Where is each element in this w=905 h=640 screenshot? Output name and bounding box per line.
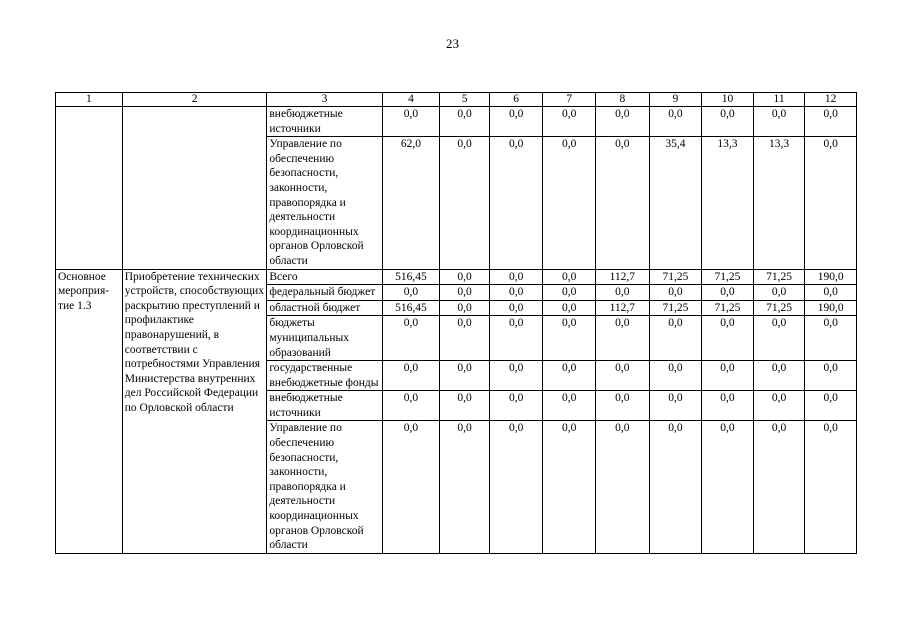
value-cell: 0,0 xyxy=(440,300,490,316)
value-cell: 0,0 xyxy=(702,421,754,553)
page-number: 23 xyxy=(446,36,459,51)
value-cell: 0,0 xyxy=(489,391,543,421)
column-number: 1 xyxy=(56,93,123,107)
value-cell: 0,0 xyxy=(382,316,440,361)
value-cell: 0,0 xyxy=(440,421,490,553)
value-cell: 0,0 xyxy=(489,421,543,553)
value-cell: 0,0 xyxy=(596,137,650,269)
funding-source-cell: областной бюджет xyxy=(267,300,382,316)
value-cell: 0,0 xyxy=(489,107,543,137)
value-cell: 0,0 xyxy=(440,316,490,361)
value-cell: 0,0 xyxy=(543,300,596,316)
funding-source-cell: внебюджетные источники xyxy=(267,391,382,421)
value-cell: 0,0 xyxy=(753,361,805,391)
value-cell: 0,0 xyxy=(753,107,805,137)
value-cell: 0,0 xyxy=(805,137,857,269)
value-cell: 0,0 xyxy=(702,316,754,361)
value-cell: 0,0 xyxy=(649,107,702,137)
column-number: 9 xyxy=(649,93,702,107)
value-cell: 71,25 xyxy=(753,269,805,285)
funding-source-cell: Управление по обеспечению безопасности, законности, правопорядка и деятельности координационных органов Орловской области xyxy=(267,421,382,553)
value-cell: 0,0 xyxy=(805,107,857,137)
funding-source-cell: Всего xyxy=(267,269,382,285)
value-cell: 0,0 xyxy=(649,316,702,361)
value-cell: 0,0 xyxy=(382,285,440,301)
value-cell: 0,0 xyxy=(702,391,754,421)
activity-name-cell: Приобретение технических устройств, способствующих раскрытию преступлений и профилактике правонарушений, в соответствии с потребностями Управления Министерства внутренних дел Российской Федерации по Орловской области xyxy=(122,269,267,553)
value-cell: 0,0 xyxy=(382,361,440,391)
funding-table xyxy=(55,92,857,554)
value-cell: 190,0 xyxy=(805,269,857,285)
value-cell: 0,0 xyxy=(596,107,650,137)
value-cell: 0,0 xyxy=(753,285,805,301)
value-cell: 0,0 xyxy=(440,285,490,301)
value-cell: 0,0 xyxy=(489,316,543,361)
value-cell: 0,0 xyxy=(543,107,596,137)
value-cell: 0,0 xyxy=(543,361,596,391)
value-cell: 0,0 xyxy=(489,269,543,285)
value-cell: 0,0 xyxy=(382,421,440,553)
value-cell: 0,0 xyxy=(702,107,754,137)
value-cell: 0,0 xyxy=(753,421,805,553)
table-row xyxy=(56,269,857,285)
value-cell: 0,0 xyxy=(596,285,650,301)
value-cell: 0,0 xyxy=(753,316,805,361)
column-number: 10 xyxy=(702,93,754,107)
value-cell: 0,0 xyxy=(596,316,650,361)
value-cell: 0,0 xyxy=(805,421,857,553)
value-cell: 0,0 xyxy=(440,137,490,269)
column-number: 8 xyxy=(596,93,650,107)
value-cell: 0,0 xyxy=(440,361,490,391)
value-cell: 0,0 xyxy=(805,361,857,391)
value-cell: 112,7 xyxy=(596,300,650,316)
value-cell: 0,0 xyxy=(753,391,805,421)
column-number: 2 xyxy=(122,93,267,107)
column-number: 11 xyxy=(753,93,805,107)
value-cell: 516,45 xyxy=(382,300,440,316)
funding-source-cell: федеральный бюджет xyxy=(267,285,382,301)
funding-source-cell: Управление по обеспечению безопасности, законности, правопорядка и деятельности координационных органов Орловской области xyxy=(267,137,382,269)
column-number: 4 xyxy=(382,93,440,107)
value-cell: 71,25 xyxy=(649,269,702,285)
value-cell: 0,0 xyxy=(489,285,543,301)
value-cell: 0,0 xyxy=(805,316,857,361)
value-cell: 0,0 xyxy=(702,285,754,301)
value-cell: 35,4 xyxy=(649,137,702,269)
empty-code-cell xyxy=(56,107,123,270)
value-cell: 0,0 xyxy=(382,391,440,421)
column-number: 12 xyxy=(805,93,857,107)
funding-source-cell: государственные внебюджетные фонды xyxy=(267,361,382,391)
value-cell: 0,0 xyxy=(489,137,543,269)
value-cell: 0,0 xyxy=(543,316,596,361)
value-cell: 0,0 xyxy=(489,300,543,316)
value-cell: 112,7 xyxy=(596,269,650,285)
column-number: 7 xyxy=(543,93,596,107)
value-cell: 13,3 xyxy=(753,137,805,269)
value-cell: 0,0 xyxy=(382,107,440,137)
value-cell: 0,0 xyxy=(596,391,650,421)
value-cell: 71,25 xyxy=(649,300,702,316)
value-cell: 0,0 xyxy=(543,391,596,421)
value-cell: 190,0 xyxy=(805,300,857,316)
value-cell: 0,0 xyxy=(649,421,702,553)
value-cell: 0,0 xyxy=(543,137,596,269)
value-cell: 13,3 xyxy=(702,137,754,269)
value-cell: 0,0 xyxy=(440,107,490,137)
value-cell: 0,0 xyxy=(649,285,702,301)
column-number: 6 xyxy=(489,93,543,107)
column-number: 5 xyxy=(440,93,490,107)
value-cell: 0,0 xyxy=(702,361,754,391)
value-cell: 71,25 xyxy=(702,269,754,285)
value-cell: 0,0 xyxy=(596,361,650,391)
value-cell: 0,0 xyxy=(649,361,702,391)
value-cell: 0,0 xyxy=(543,269,596,285)
value-cell: 0,0 xyxy=(649,391,702,421)
value-cell: 71,25 xyxy=(702,300,754,316)
value-cell: 0,0 xyxy=(489,361,543,391)
funding-source-cell: бюджеты муниципальных образований xyxy=(267,316,382,361)
value-cell: 0,0 xyxy=(805,285,857,301)
table-row xyxy=(56,107,857,137)
value-cell: 0,0 xyxy=(805,391,857,421)
column-number-header-row xyxy=(56,93,857,107)
value-cell: 0,0 xyxy=(596,421,650,553)
value-cell: 0,0 xyxy=(543,421,596,553)
activity-code-cell: Основное мероприя-тие 1.3 xyxy=(56,269,123,553)
value-cell: 516,45 xyxy=(382,269,440,285)
funding-source-cell: внебюджетные источники xyxy=(267,107,382,137)
value-cell: 62,0 xyxy=(382,137,440,269)
value-cell: 0,0 xyxy=(440,391,490,421)
column-number: 3 xyxy=(267,93,382,107)
value-cell: 0,0 xyxy=(440,269,490,285)
value-cell: 0,0 xyxy=(543,285,596,301)
empty-name-cell xyxy=(122,107,267,270)
value-cell: 71,25 xyxy=(753,300,805,316)
